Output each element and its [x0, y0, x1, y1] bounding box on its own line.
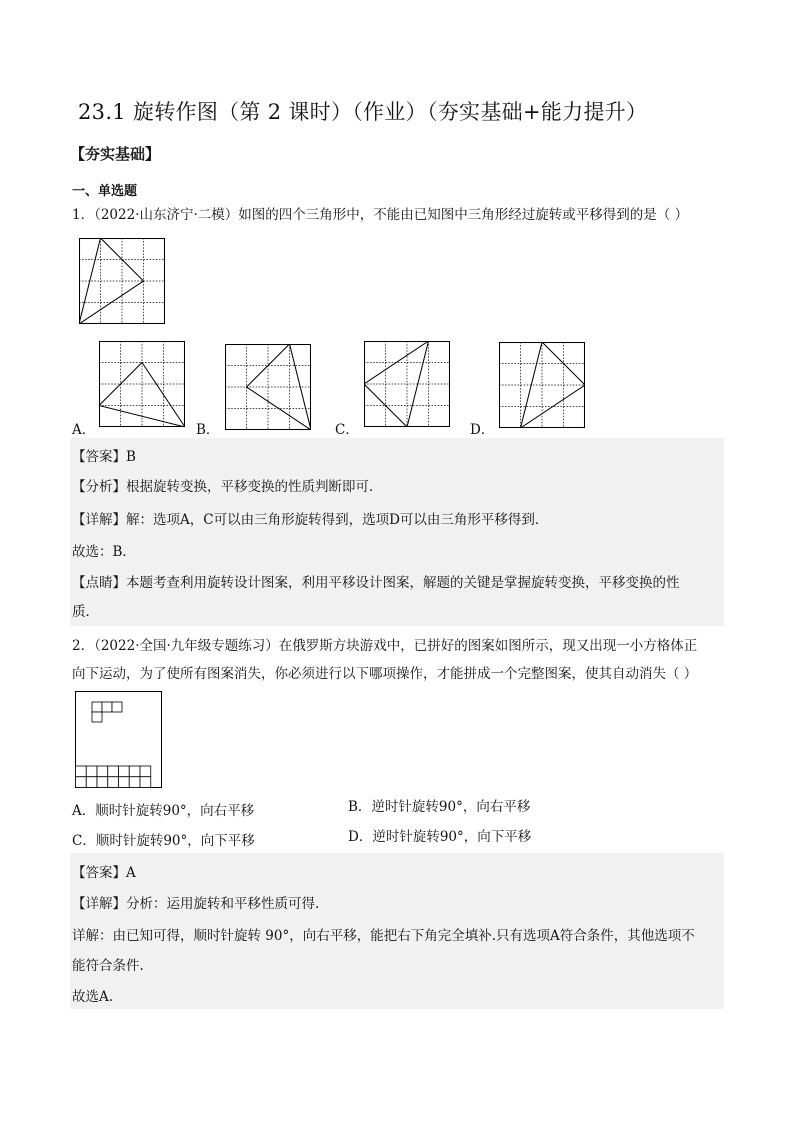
q2-answer: 【答案】A	[72, 865, 136, 881]
q1-option-b-label: B．	[196, 422, 220, 438]
q1-stem: 1．（2022·山东济宁·二模）如图的四个三角形中，不能由已知图中三角形经过旋转或平移得到的是（ ）	[72, 207, 689, 223]
q1-comment-line2: 质．	[72, 604, 99, 620]
q2-choose: 故选A.	[72, 989, 114, 1005]
q1-option-b-figure	[225, 344, 311, 430]
q1-given-figure	[79, 238, 165, 324]
q2-option-a: A．顺时针旋转90°，向右平移	[72, 803, 255, 819]
q1-detail: 【详解】解：选项A，C可以由三角形旋转得到，选项D可以由三角形平移得到．	[72, 512, 549, 528]
q2-option-d: D．逆时针旋转90°，向下平移	[348, 829, 532, 845]
q1-option-a-figure	[99, 341, 185, 427]
q1-analysis: 【分析】根据旋转变换，平移变换的性质判断即可．	[72, 479, 383, 495]
q1-comment-line1: 【点睛】本题考查利用旋转设计图案，利用平移设计图案，解题的关键是掌握旋转变换，平移变换的性	[72, 575, 680, 591]
q1-option-a-label: A．	[72, 422, 96, 438]
q1-answer-block	[70, 438, 724, 626]
q2-tetris-figure	[75, 691, 163, 789]
q1-option-c-figure	[364, 341, 450, 427]
q2-stem-line2: 向下运动，为了使所有图案消失，你必须进行以下哪项操作，才能拼成一个完整图案，使其自动消失（ ）	[72, 666, 698, 682]
q1-answer: 【答案】B	[72, 449, 136, 465]
q2-stem-line1: 2．（2022·全国·九年级专题练习）在俄罗斯方块游戏中，已拼好的图案如图所示，现又出现一小方格体正	[72, 638, 698, 654]
section-heading: 【夯实基础】	[70, 145, 161, 163]
page-title: 23.1 旋转作图（第 2 课时）（作业）（夯实基础+能力提升）	[78, 100, 648, 124]
q2-detail2-line2: 能符合条件.	[72, 958, 144, 974]
q1-choose: 故选：B．	[72, 544, 136, 560]
q1-option-d-figure	[499, 342, 585, 428]
q2-option-b: B．逆时针旋转90°，向右平移	[348, 799, 531, 815]
q2-detail: 【详解】分析：运用旋转和平移性质可得.	[72, 896, 320, 912]
q2-option-c: C．顺时针旋转90°，向下平移	[72, 833, 255, 849]
q1-option-c-label: C．	[335, 422, 359, 438]
part-heading: 一、单选题	[72, 184, 138, 199]
q2-detail2-line1: 详解：由已知可得，顺时针旋转 90°，向右平移，能把右下角完全填补.只有选项A符合条件，其他选项不	[72, 928, 695, 944]
q1-option-d-label: D．	[470, 422, 495, 438]
